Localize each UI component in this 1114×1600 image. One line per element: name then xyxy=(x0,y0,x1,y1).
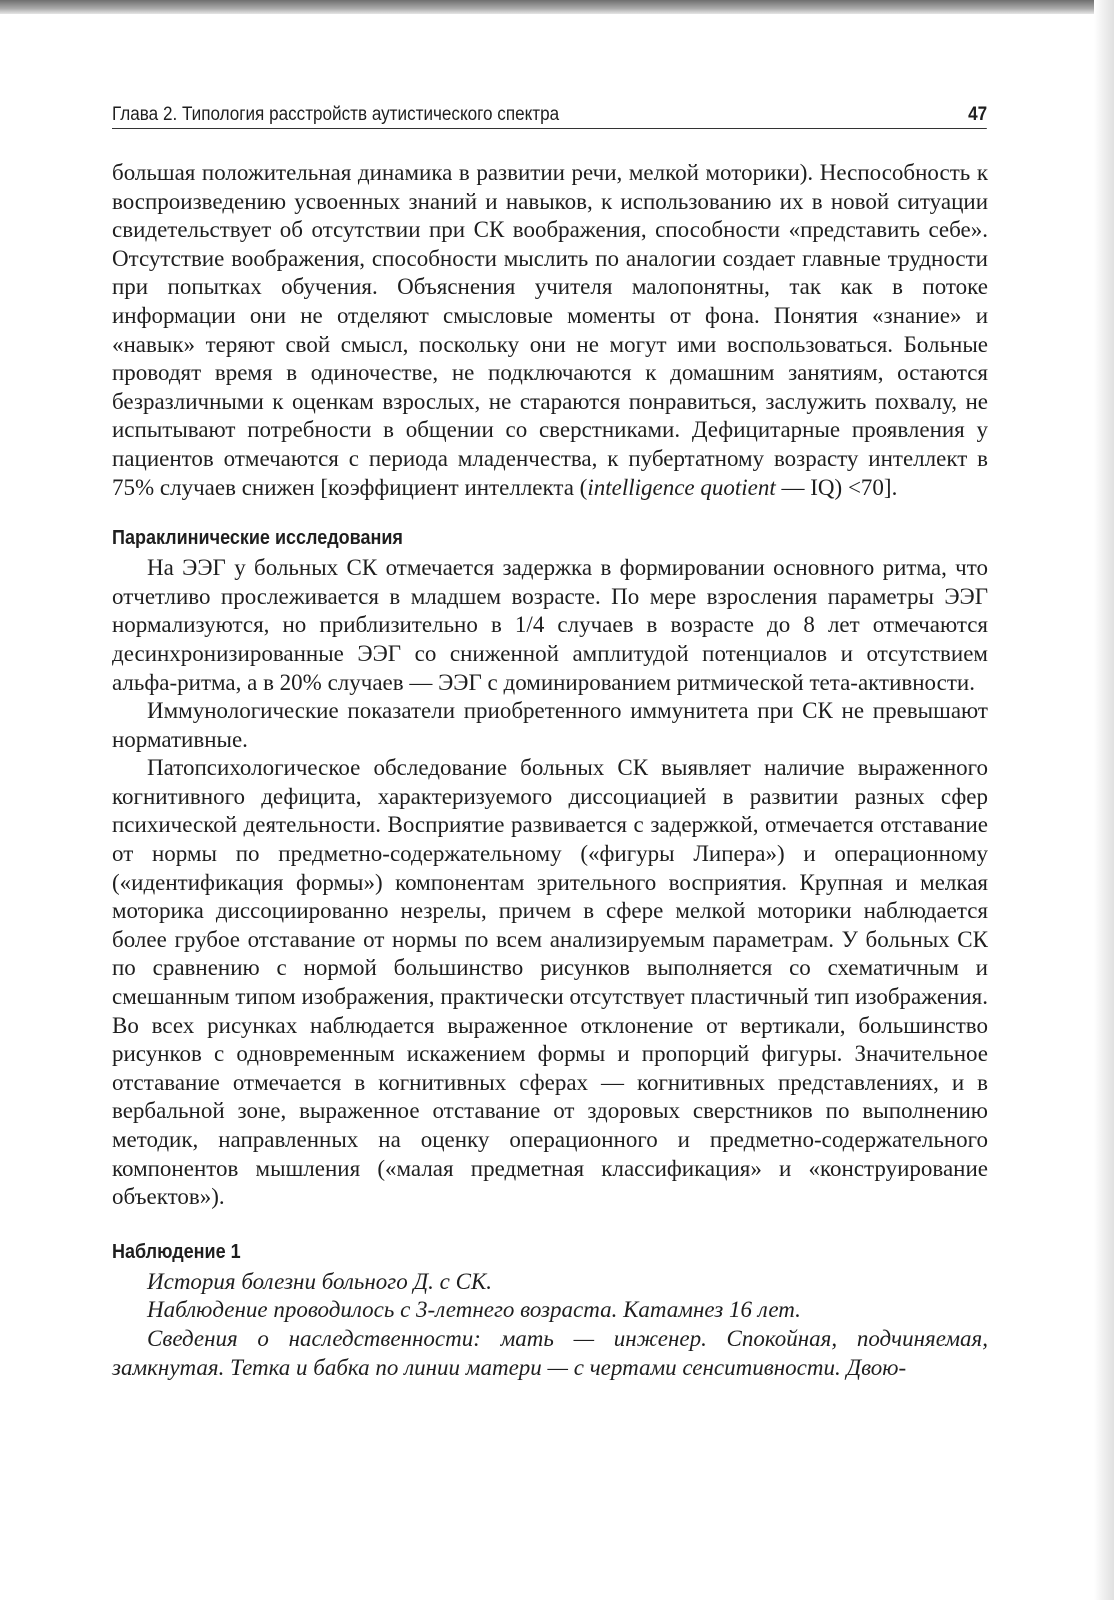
section-heading-paraclinical: Параклинические исследования xyxy=(112,527,403,550)
section-heading-observation: Наблюдение 1 xyxy=(112,1240,241,1263)
paraclinical-paragraph-immunology: Иммунологические показатели приобретенного иммунитета при СК не превышают нормативные. xyxy=(112,698,988,752)
observation-block xyxy=(112,1268,988,1382)
scan-edge-top xyxy=(0,0,1114,14)
intro-text-part1: большая положительная динамика в развитии речи, мелкой моторики). Неспособность к воспроизведению усвоенных знаний и навыков, к использованию их в новой ситуации свидетельствует об отсутствии при СК воображения, способности «представить себе». Отсутствие воображения, способности мыслить по аналогии создает главные трудности при попытках обучения. Объяснения учителя малопонятны, так как в потоке информации они не отделяют смысловые моменты от фона. Понятия «знание» и «навык» теряют свой смысл, поскольку они не могут ими воспользоваться. Больные проводят время в одиночестве, не подключаются к домашним занятиям, остаются безразличными к оценкам взрослых, не стараются понравиться, заслужить похвалу, не испытывают потребности в общении со сверстниками. Дефицитарные проявления у пациентов отмечаются с периода младенчества, к пубертатному возрасту интеллект в 75% случаев снижен [коэффициент интеллекта ( xyxy=(112,160,988,500)
observation-paragraph-catamnesis: Наблюдение проводилось с 3-летнего возраста. Катамнез 16 лет. xyxy=(147,1297,801,1323)
intro-italic-term: intelligence quotient xyxy=(587,474,776,500)
book-page xyxy=(112,104,988,1382)
paraclinical-paragraph-pathopsychology: Патопсихологическое обследование больных СК выявляет наличие выраженного когнитивного дефицита, характеризуемого диссоциацией в развитии разных сфер психической деятельности. Восприятие развивается с задержкой, отмечается отставание от нормы по предметно-содержательному («фигуры Липера») и операционному («идентификация формы») компонентам зрительного восприятия. Крупная и мелкая моторика диссоциированно незрелы, причем в сфере мелкой моторики наблюдается более грубое отставание от нормы по всем анализируемым параметрам. У больных СК по сравнению с нормой большинство рисунков выполняется со схематичным и смешанным типом изображения, практически отсутствует пластичный тип изображения. Во всех рисунках наблюдается выраженное отклонение от вертикали, большинство рисунков с одновременным искажением формы и пропорций фигуры. Значительное отставание отмечается в когнитивных сферах — когнитивных представлениях, и в вербальной зоне, выраженное отставание от здоровых сверстников по выполнению методик, направленных на оценку операционного и предметно-содержательного компонентов мышления («малая предметная классификация» и «конструирование объектов»). xyxy=(112,755,988,1210)
scan-edge-right xyxy=(1094,0,1114,1600)
chapter-title: Глава 2. Типология расстройств аутистического спектра xyxy=(112,104,560,125)
page-number: 47 xyxy=(968,104,988,125)
observation-paragraph-history: История болезни больного Д. с СК. xyxy=(147,1268,492,1294)
observation-paragraph-heredity: Сведения о наследственности: мать — инженер. Спокойная, подчиняемая, замкнутая. Тетка и бабка по линии матери — с чертами сенситивности. Двою- xyxy=(112,1325,988,1380)
running-head xyxy=(112,104,987,129)
intro-paragraph xyxy=(112,159,988,502)
paraclinical-paragraph-eeg: На ЭЭГ у больных СК отмечается задержка в формировании основного ритма, что отчетливо прослеживается в младшем возрасте. По мере взросления параметры ЭЭГ нормализуются, но приблизительно в 1/4 случаев в возрасте до 8 лет отмечаются десинхронизированные ЭЭГ со сниженной амплитудой потенциалов и отсутствием альфа-ритма, а в 20% случаев — ЭЭГ с доминированием ритмической тета-активности. xyxy=(112,555,988,695)
body-text xyxy=(112,159,988,1382)
intro-text-part2: — IQ) <70]. xyxy=(775,474,898,500)
